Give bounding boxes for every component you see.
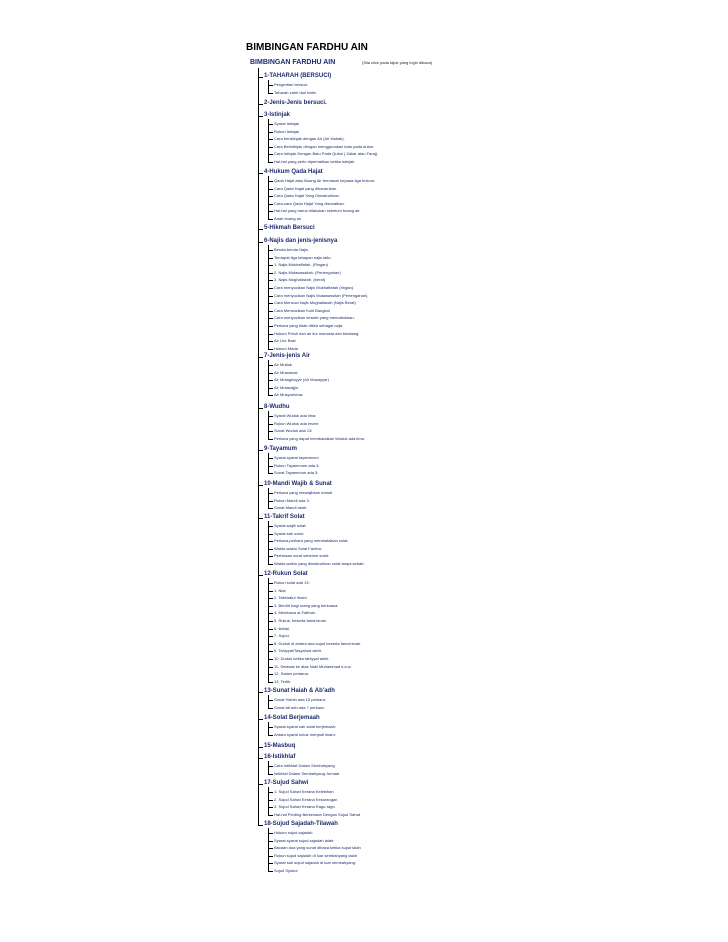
item-connector xyxy=(268,871,273,872)
item-connector xyxy=(268,349,273,350)
section-link[interactable]: 11-Takrif Solat xyxy=(264,514,305,520)
item-connector xyxy=(268,644,273,645)
item-connector xyxy=(268,807,273,808)
item-connector xyxy=(268,132,273,133)
item-connector xyxy=(268,534,273,535)
item-connector xyxy=(268,318,273,319)
item-connector xyxy=(268,800,273,801)
item-link[interactable]: Cara menyucikan sesiain yang memabukkan. xyxy=(274,315,355,321)
toc-heading-link[interactable]: BIMBINGAN FARDHU AIN xyxy=(250,59,336,66)
item-connector xyxy=(268,458,273,459)
item-link[interactable]: Hukum sujud sajadah xyxy=(274,830,313,835)
item-connector xyxy=(268,621,273,622)
item-link[interactable]: 5. Rukuk, beserta tama'ninah. xyxy=(274,618,328,623)
item-link[interactable]: Sunat Wuduk ada 13: xyxy=(274,428,313,434)
item-link[interactable]: Syarat wajib solat: xyxy=(274,523,307,528)
item-link[interactable]: Hal-hal yang harus dilakukan sebelum buang air. xyxy=(274,208,361,214)
item-connector xyxy=(268,181,273,182)
item-connector xyxy=(268,564,273,565)
item-connector xyxy=(268,526,273,527)
item-link[interactable]: Taharah zahir dan batin xyxy=(274,89,316,95)
item-link[interactable]: 8. Duduk di antara dua sujud beserta tama'ninah. xyxy=(274,640,362,646)
item-link[interactable]: 3. Sujud Sahwi Kerana Ragu-ragu xyxy=(274,804,335,810)
item-link[interactable]: Qada Hajat atau Buang Air termasuk kepada tiga hukum: xyxy=(274,178,376,183)
item-link[interactable]: 2. Sujud Sahwi Kerana Kekurangan xyxy=(274,796,338,802)
item-connector xyxy=(268,651,273,652)
item-vertical-connector xyxy=(268,119,269,162)
item-connector xyxy=(268,365,273,366)
item-connector xyxy=(268,147,273,148)
item-connector xyxy=(268,296,273,297)
item-connector xyxy=(268,431,273,432)
item-link[interactable]: Rukun Wuduk ada enam: xyxy=(274,420,320,426)
item-connector xyxy=(268,848,273,849)
section-link[interactable]: 6-Najis dan jenis-jenisnya xyxy=(264,238,338,244)
item-vertical-connector xyxy=(268,521,269,564)
item-link[interactable]: Perhiasan surat sebelum solat: xyxy=(274,553,329,559)
item-link[interactable]: Cara Mensuci Najis Mughallazah (Najis Berat) xyxy=(274,300,356,306)
item-link[interactable]: 4. Membaca al-Fatihah. xyxy=(274,610,317,616)
item-vertical-connector xyxy=(268,176,269,219)
item-connector xyxy=(268,508,273,509)
section-link[interactable]: 1-TAHARAH (BERSUCI) xyxy=(264,73,332,79)
item-link[interactable]: Rukun sujud sajadah di luar sembahyang ialah xyxy=(274,852,357,858)
item-link[interactable]: 1. Niat xyxy=(274,587,286,593)
item-link[interactable]: Sujud Syukur xyxy=(274,868,298,873)
item-connector xyxy=(268,334,273,335)
item-link[interactable]: Air Mutlak xyxy=(274,362,292,367)
item-link[interactable]: 3. Berdiri bagi orang yang berkuasa. xyxy=(274,602,339,608)
section-link[interactable]: 4-Hukum Qada Hajat xyxy=(264,169,323,175)
item-link[interactable]: Pengertian bersuci xyxy=(274,82,308,87)
item-connector xyxy=(268,303,273,304)
item-connector xyxy=(268,189,273,190)
item-connector xyxy=(268,265,273,266)
item-link[interactable]: Sunat Hai'ah ada 15 perkara: xyxy=(274,697,326,702)
item-connector xyxy=(268,674,273,675)
item-vertical-connector xyxy=(268,722,269,735)
item-link[interactable]: Cara Istikhlaf Dalam Sembahyang xyxy=(274,763,335,768)
item-link[interactable]: 9. Tahiyyat/Tasyahud akhir. xyxy=(274,648,322,654)
item-vertical-connector xyxy=(268,80,269,93)
item-vertical-connector xyxy=(268,453,269,473)
section-link[interactable]: 15-Masbuq xyxy=(264,743,296,749)
item-connector xyxy=(268,727,273,728)
item-connector xyxy=(268,700,273,701)
section-link[interactable]: 7-Jenis-jenis Air xyxy=(264,353,311,359)
item-connector xyxy=(268,591,273,592)
item-link[interactable]: Air Liur Basi xyxy=(274,338,296,344)
item-link[interactable]: Cara Qada Hajat Yang Dimakruhkan. xyxy=(274,193,340,199)
item-connector xyxy=(268,833,273,834)
item-connector xyxy=(268,792,273,793)
item-connector xyxy=(268,204,273,205)
item-connector xyxy=(268,493,273,494)
item-link[interactable]: Cara Mensucikan Kulit Bangkai xyxy=(274,307,330,313)
item-link[interactable]: 7. Sujud. xyxy=(274,633,290,639)
item-link[interactable]: Syarat-syarat tayammum xyxy=(274,455,319,460)
item-link[interactable]: Air Mutanajjis xyxy=(274,384,299,390)
item-connector xyxy=(268,162,273,163)
section-link[interactable]: 3-Istinjak xyxy=(264,112,291,118)
instruction-text: (Sila click pada tajuk yang ingin dibaca) xyxy=(362,60,433,65)
item-connector xyxy=(268,154,273,155)
item-link[interactable]: Rukun Mandi ada 3. xyxy=(274,497,310,503)
item-connector xyxy=(268,466,273,467)
item-connector xyxy=(268,219,273,220)
item-vertical-connector xyxy=(268,828,269,871)
item-link[interactable]: Hal-hal Penting Berkenaan Dengan Sujud Sahwi xyxy=(274,811,361,817)
item-connector xyxy=(268,258,273,259)
item-vertical-connector xyxy=(268,488,269,508)
section-link[interactable]: 13-Sunat Haiah & Ab'adh xyxy=(264,688,335,694)
item-link[interactable]: 2. Najis Mutawassitah. (Pertengahan) xyxy=(274,269,341,275)
item-link[interactable]: Cara Qada Hajat yang dihararnkan. xyxy=(274,185,338,191)
item-connector xyxy=(268,841,273,842)
item-connector xyxy=(268,250,273,251)
section-link[interactable]: 10-Mandi Wajib & Sunat xyxy=(264,481,332,487)
item-link[interactable]: Syarat-syarat sujud sajadah ialah: xyxy=(274,837,335,843)
item-link[interactable]: Hukum Mada xyxy=(274,345,298,351)
item-connector xyxy=(268,388,273,389)
item-link[interactable]: Cara menyucikan Najis Mutawassitah (Pertengahan). xyxy=(274,292,369,298)
item-link[interactable]: Rukun solat ada 13: xyxy=(274,580,310,585)
item-link[interactable]: Benda-benda Najis xyxy=(274,247,309,252)
item-connector xyxy=(268,613,273,614)
item-connector xyxy=(268,395,273,396)
item-link[interactable]: Syarat sah solat: xyxy=(274,530,304,536)
item-link[interactable]: Cara-cara Qada Hajat Yang disunatkan. xyxy=(274,200,345,206)
item-connector xyxy=(268,380,273,381)
section-link[interactable]: 16-Istikhlaf xyxy=(264,754,296,760)
item-connector xyxy=(268,774,273,775)
main-vertical-connector xyxy=(258,68,259,826)
item-link[interactable]: 2. Takbiratul Ihram xyxy=(274,595,307,601)
item-connector xyxy=(268,708,273,709)
section-link[interactable]: 9-Tayamum xyxy=(264,446,297,452)
section-link[interactable]: 5-Hikmah Bersuci xyxy=(264,225,315,231)
section-link[interactable]: 12-Rukun Solat xyxy=(264,571,308,577)
item-connector xyxy=(268,735,273,736)
item-link[interactable]: Rukun Istinjak xyxy=(274,128,300,134)
item-connector xyxy=(268,211,273,212)
item-link[interactable]: Sunat Mandi ialah: xyxy=(274,505,308,511)
item-link[interactable]: Sunat Ab'adh ada 7 perkara: xyxy=(274,704,325,710)
item-link[interactable]: 1. Najis Mukhaffafah. (Ringan) xyxy=(274,262,328,268)
item-link[interactable]: Bacaan doa yang sunat dibaca ketika sujud ialah xyxy=(274,845,361,851)
item-link[interactable]: 11. Selawat ke atas Nabi Muhammad s.a.w. xyxy=(274,663,352,669)
item-link[interactable]: Antara syarat untuk menjadi imam: xyxy=(274,731,336,737)
item-connector xyxy=(268,93,273,94)
item-connector xyxy=(268,416,273,417)
item-link[interactable]: Syarat Wuduk ada lima: xyxy=(274,413,317,418)
item-link[interactable]: Cara beristinjak dengan Air (Air Mutlak). xyxy=(274,136,345,142)
item-connector xyxy=(268,549,273,550)
item-link[interactable]: Cara Beristinjak dengan menggunakan batu pada dubur. xyxy=(274,143,375,149)
item-connector xyxy=(268,682,273,683)
item-link[interactable]: 12. Salam pertama. xyxy=(274,671,309,677)
item-connector xyxy=(268,311,273,312)
item-connector xyxy=(268,501,273,502)
item-connector xyxy=(268,124,273,125)
item-link[interactable]: Adab buang air xyxy=(274,216,302,221)
item-link[interactable]: Sunat Tayammum ada 3: xyxy=(274,470,319,476)
item-link[interactable]: Hal-hal yang perlu diperhatikan ketika istinjak xyxy=(274,159,355,164)
item-connector xyxy=(268,424,273,425)
item-link[interactable]: 13. Tertib. xyxy=(274,678,292,684)
item-connector xyxy=(268,85,273,86)
item-link[interactable]: Rukun Tayammum ada 3: xyxy=(274,462,320,468)
item-connector xyxy=(268,326,273,327)
item-link[interactable]: 6. Iktidal. xyxy=(274,625,291,631)
item-connector xyxy=(268,629,273,630)
section-link[interactable]: 2-Jenis-Jenis bersuci. xyxy=(264,100,327,106)
item-connector xyxy=(268,473,273,474)
item-vertical-connector xyxy=(268,761,269,774)
item-connector xyxy=(268,863,273,864)
item-link[interactable]: Air Musyammas xyxy=(274,392,303,398)
item-link[interactable]: Perkara yang tidak dikira sebagai najis xyxy=(274,323,343,328)
item-link[interactable]: Cara menyucikan Najis Mukhaffafah (ringan). xyxy=(274,285,355,290)
item-link[interactable]: Waktu-waktu Solat Fardhu: xyxy=(274,545,323,551)
item-link[interactable]: Syarat-syarat sah solat berjemaah: xyxy=(274,724,337,729)
item-connector xyxy=(268,598,273,599)
item-link[interactable]: Istikhlaf Dalam Sembahyang Jumaat xyxy=(274,770,340,776)
section-link[interactable]: 14-Solat Berjemaah xyxy=(264,715,320,721)
item-connector xyxy=(268,196,273,197)
item-link[interactable]: 1. Sujud Sahwi Kerana Kelebihan xyxy=(274,789,334,794)
item-vertical-connector xyxy=(268,695,269,708)
item-connector xyxy=(268,273,273,274)
section-link[interactable]: 8-Wudhu xyxy=(264,404,290,410)
item-connector xyxy=(268,606,273,607)
item-connector xyxy=(268,636,273,637)
item-connector xyxy=(268,341,273,342)
item-link[interactable]: Cara Istinjak Dengan Batu Pada Qubul ( Zakar atau Faraj). xyxy=(274,151,379,157)
page-title: BIMBINGAN FARDHU AIN xyxy=(246,42,368,53)
item-link[interactable]: Terdapat tiga tahapan najis iaitu: xyxy=(274,254,332,260)
item-link[interactable]: Air Mustamal xyxy=(274,369,298,375)
item-connector xyxy=(268,815,273,816)
section-link[interactable]: 18-Sujud Sajadah-Tilawah xyxy=(264,821,338,827)
item-connector xyxy=(268,583,273,584)
item-link[interactable]: Waktu-waktu yang dimakruhkan solat tanpa sebab: xyxy=(274,561,365,566)
item-link[interactable]: 10. Duduk ketika tahiyyat akhir. xyxy=(274,656,330,661)
item-connector xyxy=(268,556,273,557)
item-connector xyxy=(268,541,273,542)
item-connector xyxy=(268,139,273,140)
item-connector xyxy=(268,659,273,660)
item-link[interactable]: Syarat sah sujud sajadah di luar sembahyang: xyxy=(274,860,357,866)
item-link[interactable]: 3. Najis Mughallazah. (berat) xyxy=(274,277,326,283)
item-link[interactable]: Hukum Peluh dan air liur manusia dan binatang: xyxy=(274,330,360,336)
item-connector xyxy=(268,766,273,767)
item-link[interactable]: Perkara-perkara yang membatalkan solat: xyxy=(274,538,349,544)
item-link[interactable]: Perkara yang mewajibkan mandi xyxy=(274,490,333,495)
item-connector xyxy=(268,280,273,281)
item-link[interactable]: Air Mutaghayyir (Air Musayyar) xyxy=(274,377,329,383)
item-connector xyxy=(268,667,273,668)
item-connector xyxy=(268,373,273,374)
section-link[interactable]: 17-Sujud Sahwi xyxy=(264,780,309,786)
item-connector xyxy=(268,856,273,857)
item-connector xyxy=(268,439,273,440)
item-link[interactable]: Perkara yang dapat membatalkan Wuduk ada lima: xyxy=(274,435,365,441)
item-link[interactable]: Syarat Istinjak xyxy=(274,121,300,126)
item-connector xyxy=(268,288,273,289)
